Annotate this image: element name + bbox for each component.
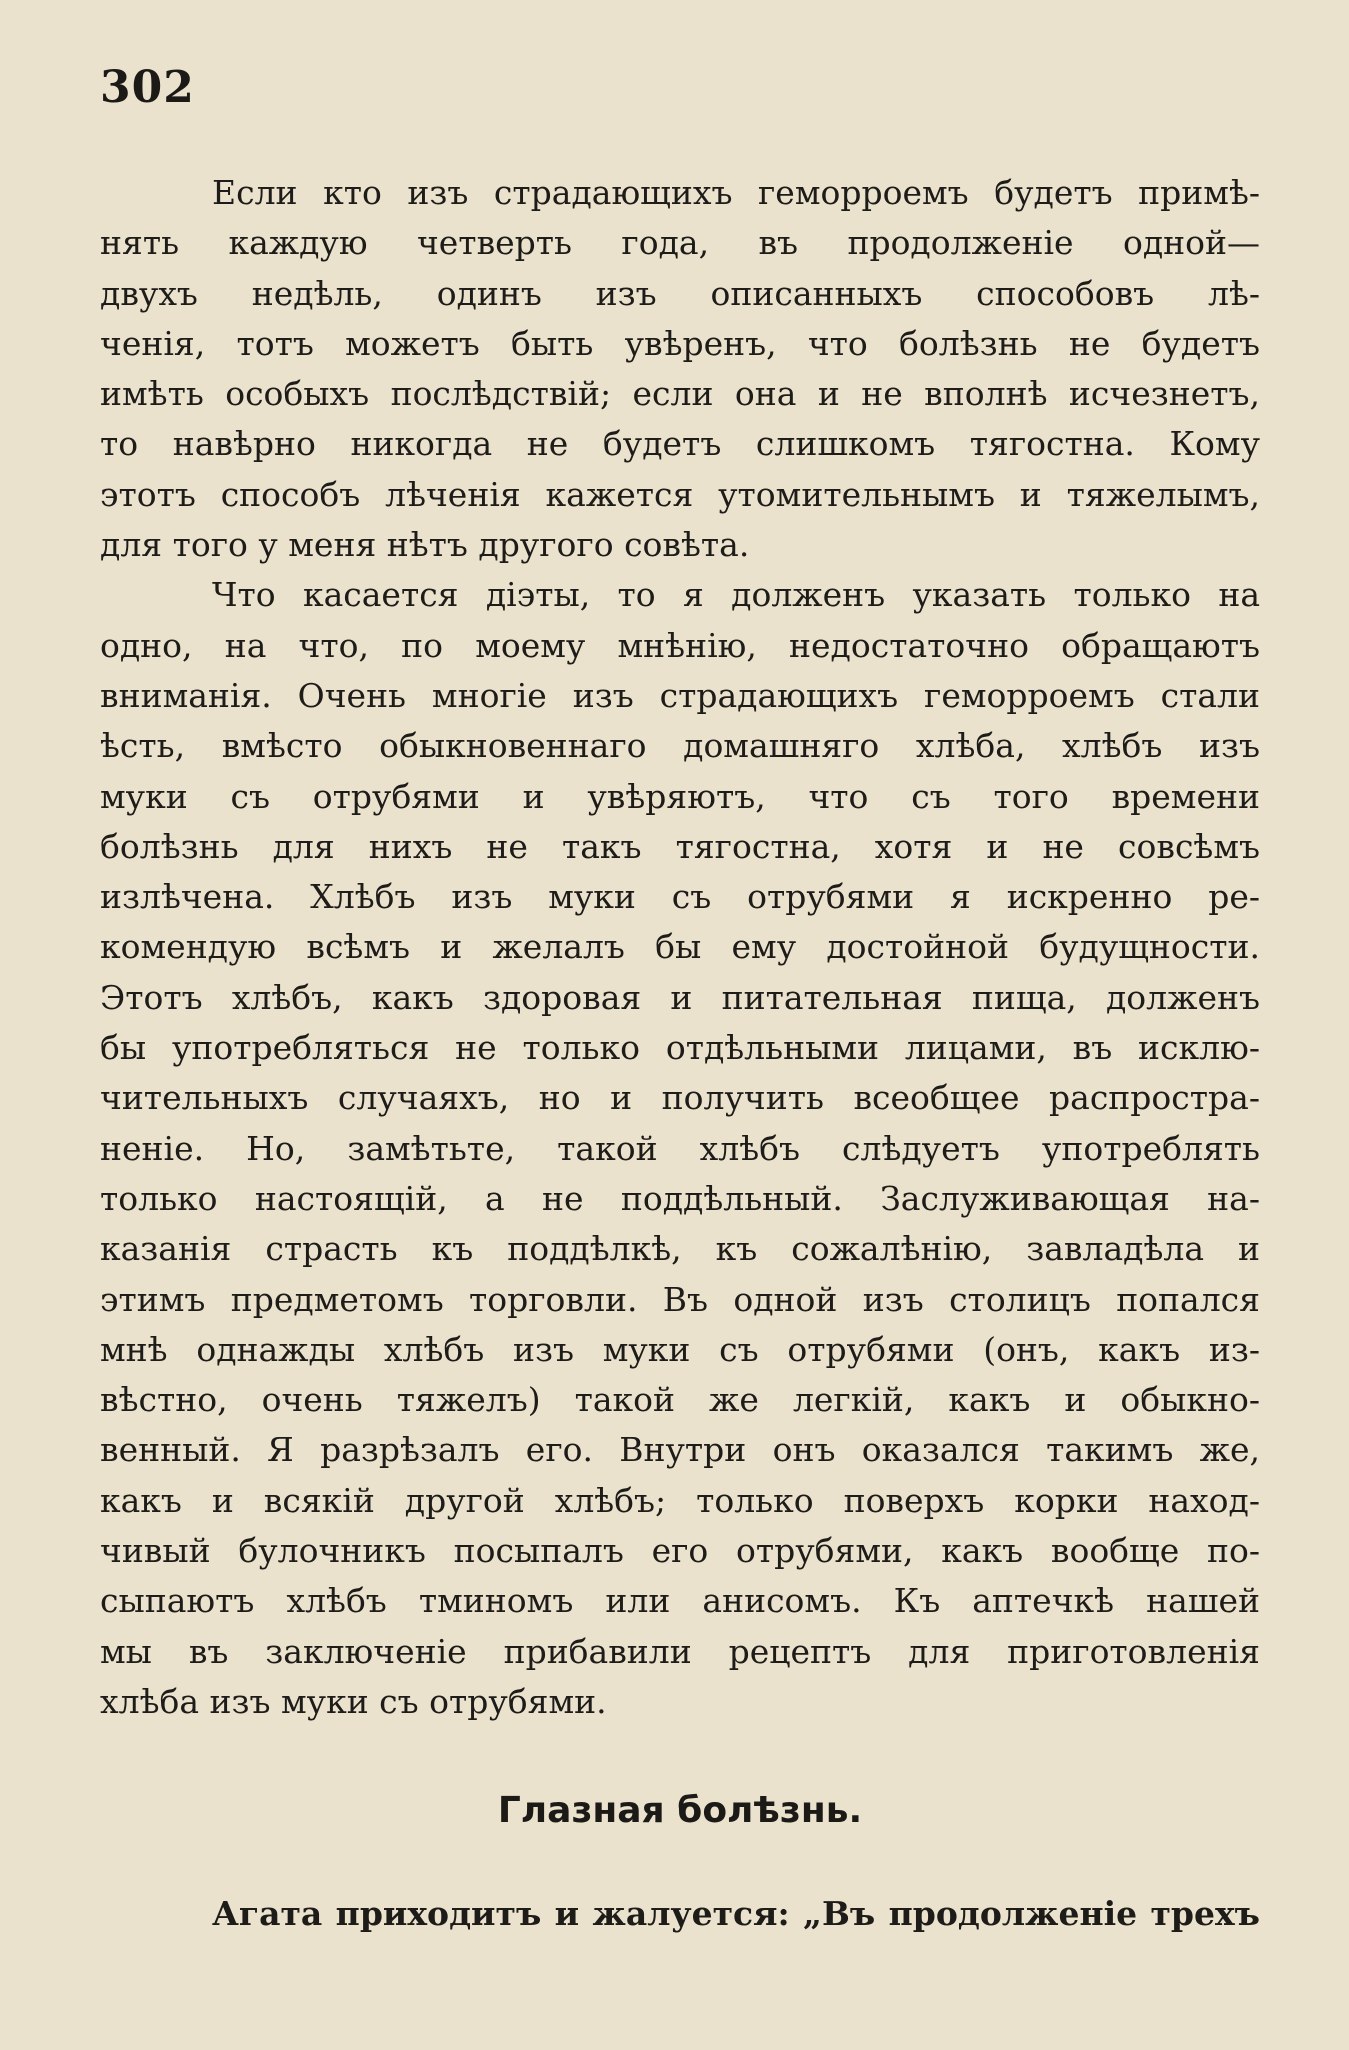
paragraph-2 — [100, 570, 1260, 1727]
section-heading: Глазная болѣзнь. — [497, 1790, 863, 1831]
text-line: одно, на что, по моему мнѣнію, недостаточно обращаютъ — [100, 625, 1260, 665]
body-text — [100, 168, 1260, 1727]
text-line: двухъ недѣль, одинъ изъ описанныхъ способовъ лѣ- — [100, 273, 1260, 313]
text-line: вниманія. Очень многіе изъ страдающихъ геморроемъ стали — [100, 675, 1260, 715]
text-line: для того у меня нѣтъ другого совѣта. — [100, 525, 750, 565]
text-line: мы въ заключеніе прибавили рецептъ для приготовленія — [100, 1631, 1260, 1671]
text-line: чивый булочникъ посыпалъ его отрубями, какъ вообще по- — [100, 1531, 1260, 1571]
text-line: мнѣ однажды хлѣбъ изъ муки съ отрубями (онъ, какъ из- — [100, 1329, 1260, 1369]
text-line: неніе. Но, замѣтьте, такой хлѣбъ слѣдуетъ употреблять — [100, 1128, 1260, 1168]
page-number: 302 — [100, 62, 195, 113]
text-line: венный. Я разрѣзалъ его. Внутри онъ оказался такимъ же, — [100, 1430, 1260, 1470]
text-line: этотъ способъ лѣченія кажется утомительнымъ и тяжелымъ, — [100, 474, 1260, 514]
text-line: излѣчена. Хлѣбъ изъ муки съ отрубями я искренно ре- — [100, 877, 1260, 917]
text-line: сыпаютъ хлѣбъ тминомъ или анисомъ. Къ аптечкѣ нашей — [100, 1581, 1260, 1621]
text-line: Что касается діэты, то я долженъ указать только на — [212, 575, 1260, 615]
text-line: Этотъ хлѣбъ, какъ здоровая и питательная пища, долженъ — [100, 977, 1260, 1017]
text-line: казанія страсть къ поддѣлкѣ, къ сожалѣнію, завладѣла и — [100, 1229, 1260, 1269]
text-line: какъ и всякій другой хлѣбъ; только поверхъ корки наход- — [100, 1480, 1260, 1520]
text-line: чительныхъ случаяхъ, но и получить всеобщее распростра- — [100, 1078, 1260, 1118]
text-line: нять каждую четверть года, въ продолженіе одной— — [100, 223, 1260, 263]
text-line: болѣзнь для нихъ не такъ тягостна, хотя и не совсѣмъ — [100, 826, 1260, 866]
text-line: этимъ предметомъ торговли. Въ одной изъ столицъ попался — [100, 1279, 1260, 1319]
text-line: ченія, тотъ можетъ быть увѣренъ, что болѣзнь не будетъ — [100, 323, 1260, 363]
text-line: муки съ отрубями и увѣряютъ, что съ того времени — [100, 776, 1260, 816]
text-line: бы употребляться не только отдѣльными лицами, въ исклю- — [100, 1028, 1260, 1068]
text-line: Если кто изъ страдающихъ геморроемъ будетъ примѣ- — [212, 173, 1260, 212]
text-line: то навѣрно никогда не будетъ слишкомъ тягостна. Кому — [100, 424, 1260, 464]
text-line: хлѣба изъ муки съ отрубями. — [100, 1681, 607, 1721]
paragraph-1 — [100, 168, 1260, 570]
text-line: ѣсть, вмѣсто обыкновеннаго домашняго хлѣба, хлѣбъ изъ — [100, 726, 1260, 766]
paragraph-3 — [100, 1889, 1260, 1939]
text-line: вѣстно, очень тяжелъ) такой же легкій, какъ и обыкно- — [100, 1380, 1260, 1420]
text-line: имѣть особыхъ послѣдствій; если она и не вполнѣ исчезнетъ, — [100, 374, 1260, 414]
text-line: комендую всѣмъ и желалъ бы ему достойной будущности. — [100, 927, 1260, 967]
text-line: Агата приходитъ и жалуется: „Въ продолженіе трехъ — [212, 1894, 1260, 1933]
text-line: только настоящій, а не поддѣльный. Заслуживающая на- — [100, 1178, 1260, 1218]
